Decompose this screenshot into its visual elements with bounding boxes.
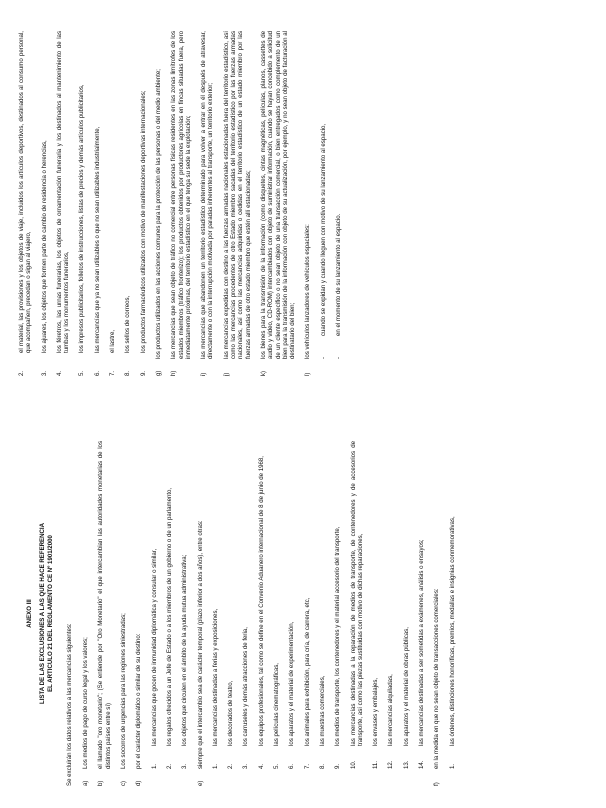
item-label: e) — [196, 780, 204, 786]
exclusion-f-2 — [18, 31, 33, 376]
sub-text: los medios de transporte, los contenedores y el material accesorio del transporte, — [334, 526, 342, 746]
exclusion-e-5 — [273, 441, 280, 769]
dash-label: - — [319, 356, 327, 359]
sub-text: las mercancías destinadas a la reparación de medios de transporte, de contenedores y de accesorios de transporte, así como las piezas sustituidas con motivo de dichas reparaciones, — [349, 441, 364, 746]
item-text: por el carácter diplomático o similar de su destino: — [135, 633, 143, 769]
exclusion-e-12 — [387, 441, 394, 769]
sub-text: los féretros, las urnas funerarias, los objetos de ornamentación funeraria y los destinados al mantenimiento de las tumbas y los monumentos funerarios, — [55, 31, 71, 353]
exclusion-f-5 — [78, 31, 85, 376]
left-column — [18, 441, 464, 786]
exclusion-f-4 — [56, 31, 71, 376]
item-label: a) — [82, 780, 90, 786]
exclusion-l — [304, 31, 311, 376]
exclusion-e-8 — [319, 441, 326, 769]
exclusion-c — [120, 441, 127, 786]
sub-text: los ajuares, los objetos que formen parte de cambio de residencia o herencias, — [40, 140, 48, 353]
exclusion-h — [170, 31, 192, 376]
exclusion-f-8 — [124, 31, 131, 376]
list-subtitle: EL ARTICULO 21 DEL REGLAMENTO CE Nº 1901/2000 — [46, 535, 54, 692]
exclusion-e-14 — [418, 441, 425, 769]
exclusion-b — [97, 441, 112, 786]
item-text: las mercancías que sean objeto de tráfico no comercial entre personas físicas residentes en las zonas limítrofes de los estados miembros (tráfico fronterizo); los productos obtenidos por productores agrícolas en fincas situadas fuera, pero inmediatamente próximas, del territorio estadístico en el que tenga su sede la explotación; — [170, 31, 192, 359]
item-label: b) — [97, 780, 105, 786]
exclusion-d-3 — [181, 441, 188, 769]
sub-text: los sellos de correos, — [124, 295, 132, 353]
sub-label: 7. — [109, 370, 117, 376]
item-text: las mercancías expedidas con destino a las fuerzas armadas nacionales estacionadas fuera del territorio estadístico, así como las mercancías procedentes de otro Estado miembro sacadas del territorio estadístico por las fuerzas armadas nacionales, así como las mercancías adquiridas o cedidas en el territorio estadístico de un estado miembro por las fuerzas armadas de otro estado miembro que estén allí estacionadas; — [222, 31, 252, 359]
sub-text: las órdenes, distinciones honoríficas, premios, medallas e insignias conmemorativas, — [448, 516, 456, 746]
sub-label: 5. — [78, 370, 86, 376]
sub-text: los impresos publicitarios, folletos de instrucciones, listas de precios y demás artículos publicitarios, — [78, 84, 86, 353]
exclusion-f-3 — [41, 31, 48, 376]
sub-label: 1. — [211, 763, 219, 769]
sub-label: 11. — [372, 760, 380, 769]
exclusion-e-9 — [334, 441, 341, 769]
right-column — [18, 31, 350, 376]
sub-text: las mercancías que gocen de inmunidad diplomática y consular o similar, — [150, 548, 158, 746]
sub-text: las muestras comerciales, — [318, 675, 326, 746]
exclusion-i — [200, 31, 215, 376]
sub-label: 1. — [150, 763, 158, 769]
sub-text: los decorados de teatro, — [227, 680, 235, 746]
sub-label: 10. — [349, 760, 357, 769]
sub-label: 5. — [273, 763, 281, 769]
item-label: i) — [200, 372, 208, 376]
sub-label: 6. — [93, 370, 101, 376]
exclusion-e-10 — [350, 441, 365, 769]
sub-text: las mercancías destinadas a ser sometidas a exámenes, análisis o ensayos; — [418, 539, 426, 746]
sub-text: las películas cinematográficas, — [273, 663, 281, 746]
sub-label: 7. — [303, 763, 311, 769]
exclusion-d-1 — [151, 441, 158, 769]
item-label: d) — [135, 780, 143, 786]
sub-label: 2. — [227, 763, 235, 769]
item-text: las mercancías que abandonen un territorio estadístico determinado para volver a entrar en él después de atravesar, directamente o con la interrupción motivada por paradas inherentes al transporte, un territorio exterior; — [200, 31, 215, 359]
sub-label: 4. — [55, 370, 63, 376]
exclusion-f-7 — [109, 31, 116, 376]
sub-text: el material, las provisiones y los objetos de viaje, incluidos los artículos deportivos, destinados al consumo personal, que acompañen, precedan o sigan al viajero, — [18, 31, 33, 353]
sub-label: 1. — [448, 763, 456, 769]
item-text: Los socorros de urgencias para las regiones siniestradas; — [120, 613, 128, 769]
sub-text: cuando se expidan y cuando lleguen con motivo de su lanzamiento al espacio, — [319, 123, 327, 336]
item-text: en la medida en que no sean objeto de transacciones comerciales: — [433, 588, 441, 769]
sub-text: los equipos profesionales, tal como se define en el Convenio Aduanero internacional de 8 de junio de 1968, — [257, 456, 265, 746]
exclusion-f-6 — [94, 31, 101, 376]
exclusion-e-4 — [258, 441, 265, 769]
sub-label: 3. — [40, 370, 48, 376]
item-label: k) — [259, 370, 267, 376]
exclusion-d-2 — [166, 441, 173, 769]
item-text: el llamado "oro monetario"; (Se entiende por "Oro Monetario" el que intercambian las autoridades monetarias de los distintos países entre sí) — [97, 441, 112, 769]
sub-text: las mercancías que ya no sean utilizables o que no sean utilizables industrialmente, — [93, 126, 101, 353]
exclusion-e-6 — [288, 441, 295, 769]
exclusion-e-1 — [212, 441, 219, 769]
sub-label: 9. — [139, 370, 147, 376]
sub-label: 8. — [318, 763, 326, 769]
sub-text: las mercancías alquiladas, — [387, 674, 395, 746]
sub-text: los regalos ofrecidos a un Jefe de Estado o a los miembros de un gobierno o de un parlamento, — [165, 487, 173, 746]
sub-label: 8. — [124, 370, 132, 376]
item-text: Los medios de pago de curso legal y los valores; — [82, 637, 90, 769]
sub-text: los objetos que circulen en el ámbito de la ayuda mutua administrativa; — [181, 554, 189, 746]
exclusion-e-11 — [372, 441, 379, 769]
exclusion-e-7 — [304, 441, 311, 769]
sub-label: 9. — [334, 763, 342, 769]
annex-title: ANEXO III — [26, 599, 33, 628]
item-text: los productos utilizados en las acciones comunes para la protección de las personas o del medio ambiente; — [154, 69, 162, 359]
exclusion-e-2 — [227, 441, 234, 769]
exclusion-d — [135, 441, 142, 786]
intro-paragraph: Se excluirán los datos relativos a las mercancías siguientes: — [65, 623, 73, 786]
item-text: los vehículos lanzadores de vehículos espaciales: — [304, 224, 312, 359]
sub-label: 6. — [288, 763, 296, 769]
exclusion-e — [197, 441, 204, 786]
sub-label: 13. — [402, 760, 410, 769]
sub-label: 2. — [165, 763, 173, 769]
exclusion-a — [82, 441, 89, 786]
sub-label: 12. — [387, 760, 395, 769]
exclusion-e-3 — [242, 441, 249, 769]
sub-text: el lastre, — [109, 329, 117, 353]
exclusion-l-1 — [320, 31, 327, 359]
item-label: l) — [304, 372, 312, 376]
item-label: f) — [433, 782, 441, 786]
sub-text: los aparatos y el material de experimentación, — [288, 621, 296, 746]
item-label: g) — [154, 370, 162, 376]
item-text: los bienes para la transmisión de la información (como disquetes, cintas magnéticas, películas, planos, cassettes de audio y video, CD-ROM) intercambiados con objeto de suministrar información, cuando se hayan concebido a solicitud de un cliente específico o no sean objeto de una transacción comercial, o bien entregados como complemento de un bien para la transmisión de la información con objeto de su actualización, por ejemplo, y no sean objeto de facturación al destinatario del bien; — [259, 31, 297, 359]
sub-text: los productos farmacéuticos utilizados con motivo de manifestaciones deportivas internacionales; — [139, 90, 147, 353]
sub-text: en el momento de su lanzamiento al espacio. — [335, 213, 343, 336]
exclusion-g — [155, 31, 162, 376]
sub-text: los aparatos y el material de obras públicas, — [402, 627, 410, 746]
sub-label: 3. — [181, 763, 189, 769]
item-text: siempre que el intercambio sea de carácter temporal (plazo inferior a dos años), entre otras: — [196, 520, 204, 769]
exclusion-f — [433, 441, 440, 786]
sub-text: los envases y embalajes, — [372, 677, 380, 746]
list-title: LISTA DE LAS EXCLUSIONES A LAS QUE HACE REFERENCIA — [39, 522, 47, 705]
dash-label: - — [335, 356, 343, 359]
sub-label: 14. — [418, 760, 426, 769]
sub-text: las mercancías destinadas a ferias y exposiciones, — [211, 608, 219, 746]
exclusion-j — [223, 31, 252, 376]
item-label: c) — [120, 780, 128, 786]
sub-label: 2. — [18, 370, 25, 376]
sub-label: 4. — [257, 763, 265, 769]
exclusion-l-2 — [335, 31, 342, 359]
exclusion-f-9 — [140, 31, 147, 376]
sub-text: los carruseles y demás atracciones de feria, — [242, 627, 250, 746]
exclusion-k — [260, 31, 296, 376]
exclusion-f-1 — [449, 441, 456, 769]
sub-label: 3. — [242, 763, 250, 769]
item-label: h) — [170, 370, 178, 376]
sub-text: los animales para exhibición, para cría, de carrera, etc, — [303, 597, 311, 746]
exclusion-e-13 — [403, 441, 410, 769]
item-label: j) — [222, 372, 230, 376]
